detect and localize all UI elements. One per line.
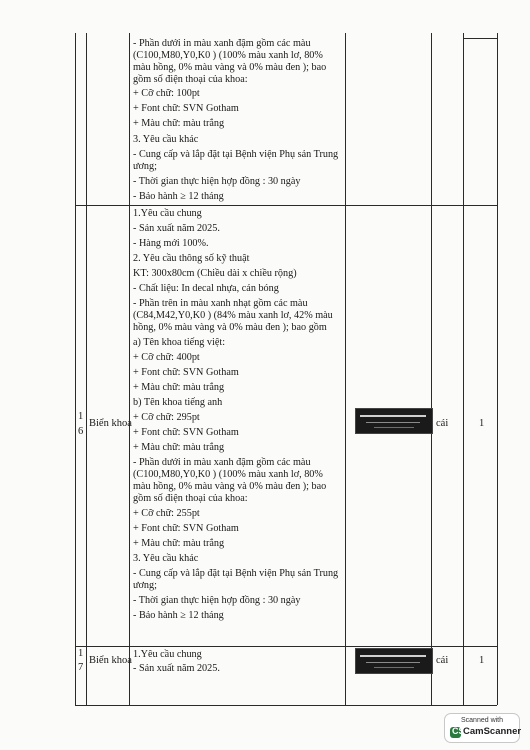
content-line: 3. Yêu cầu khác: [133, 553, 199, 564]
content-line: + Cỡ chữ: 400pt: [133, 352, 200, 363]
table-border-bottom: [75, 705, 497, 706]
unit-16: cái: [436, 418, 449, 429]
content-line: 2. Yêu cầu thông số kỹ thuật: [133, 253, 250, 264]
content-line: + Màu chữ: màu trắng: [133, 538, 225, 549]
content-line: + Font chữ: SVN Gotham: [133, 523, 239, 534]
content-line: ương;: [133, 161, 157, 172]
quantity-17: 1: [479, 655, 485, 666]
row-divider-16: [75, 205, 497, 206]
content-line: - Cung cấp và lắp đặt tại Bệnh viện Phụ sản Trung: [133, 149, 339, 160]
watermark-brand: CamScanner: [463, 726, 522, 737]
content-line: - Chất liệu: In decal nhựa, cán bóng: [133, 283, 279, 294]
content-line: màu hồng, 0% màu vàng và 0% màu đen ); bao: [133, 481, 327, 492]
column-divider-content: [345, 33, 346, 705]
content-line: - Bảo hành ≥ 12 tháng: [133, 610, 224, 621]
item-name-17: Biển khoa: [89, 655, 132, 666]
content-line: (C100,M80,Y0,K0 ) (100% màu xanh lơ, 80%: [133, 469, 323, 480]
content-line: - Sản xuất năm 2025.: [133, 663, 220, 674]
content-line: + Màu chữ: màu trắng: [133, 382, 225, 393]
content-line: + Font chữ: SVN Gotham: [133, 103, 239, 114]
stt-17-digit-2: 7: [78, 662, 84, 673]
content-line: KT: 300x80cm (Chiều dài x chiều rộng): [133, 268, 297, 279]
sign-image-16: [355, 408, 433, 434]
content-line: + Cỡ chữ: 295pt: [133, 412, 200, 423]
item-name-16: Biển khoa: [89, 418, 132, 429]
content-line: + Màu chữ: màu trắng: [133, 442, 225, 453]
content-line: 1.Yêu cầu chung: [133, 649, 202, 660]
quantity-16: 1: [479, 418, 485, 429]
content-line: gồm số điện thoại của khoa:: [133, 74, 248, 85]
row-divider-17: [75, 646, 497, 647]
column-divider-image: [431, 33, 432, 705]
camscanner-logo-icon: CS: [452, 726, 465, 736]
content-line: - Phần dưới in màu xanh đậm gồm các màu: [133, 38, 311, 49]
content-line: + Màu chữ: màu trắng: [133, 118, 225, 129]
column-divider-unit: [463, 33, 464, 705]
unit-17: cái: [436, 655, 449, 666]
content-line: + Cỡ chữ: 100pt: [133, 88, 200, 99]
content-line: - Sản xuất năm 2025.: [133, 223, 220, 234]
content-line: + Cỡ chữ: 255pt: [133, 508, 200, 519]
table-border-right: [497, 33, 498, 705]
column-divider-name: [129, 33, 130, 705]
content-line: (C100,M80,Y0,K0 ) (100% màu xanh lơ, 80%: [133, 50, 323, 61]
column-divider-stt: [86, 33, 87, 705]
content-line: b) Tên khoa tiếng anh: [133, 397, 223, 408]
stt-17-digit-1: 1: [78, 648, 84, 659]
content-line: ương;: [133, 580, 157, 591]
content-line: + Font chữ: SVN Gotham: [133, 427, 239, 438]
top-cell-rule: [463, 38, 497, 39]
content-line: - Bảo hành ≥ 12 tháng: [133, 191, 224, 202]
content-line: + Font chữ: SVN Gotham: [133, 367, 239, 378]
content-line: - Phần dưới in màu xanh đậm gồm các màu: [133, 457, 311, 468]
content-line: 3. Yêu cầu khác: [133, 134, 199, 145]
content-line: - Phần trên in màu xanh nhạt gồm các màu: [133, 298, 308, 309]
content-line: hồng, 0% màu vàng và 0% màu đen ); bao gồm: [133, 322, 327, 333]
content-line: 1.Yêu cầu chung: [133, 208, 202, 219]
content-line: - Cung cấp và lắp đặt tại Bệnh viện Phụ sản Trung: [133, 568, 339, 579]
stt-16-digit-2: 6: [78, 426, 84, 437]
sign-image-17: [355, 648, 433, 674]
content-line: - Thời gian thực hiện hợp đồng : 30 ngày: [133, 176, 301, 187]
camscanner-watermark: [444, 713, 520, 743]
table-border-left: [75, 33, 76, 705]
content-line: a) Tên khoa tiếng việt:: [133, 337, 226, 348]
watermark-caption: Scanned with: [460, 717, 504, 724]
content-line: gồm số điện thoại của khoa:: [133, 493, 248, 504]
content-line: (C84,M42,Y0,K0 ) (84% màu xanh lơ, 42% màu: [133, 310, 333, 321]
content-line: - Thời gian thực hiện hợp đồng : 30 ngày: [133, 595, 301, 606]
content-line: - Hàng mới 100%.: [133, 238, 209, 249]
stt-16-digit-1: 1: [78, 411, 84, 422]
content-line: màu hồng, 0% màu vàng và 0% màu đen ); bao: [133, 62, 327, 73]
